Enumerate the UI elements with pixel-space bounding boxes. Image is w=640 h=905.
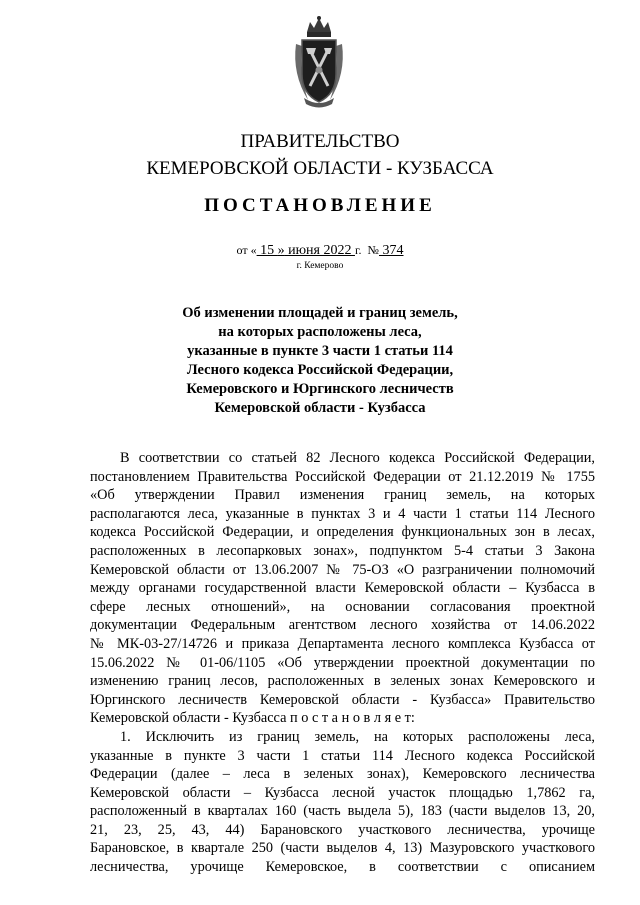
body-line: расположенный в кварталах 160 (часть выдела 5), 183 (части выделов 13, 20, — [90, 803, 595, 820]
document-title — [0, 304, 640, 418]
body-line: В соответствии со статьей 82 Лесного кодекса Российской Федерации, — [120, 450, 595, 466]
body-line: постановлением Правительства Российской Федерации от 21.12.2019 № 1755 — [90, 468, 595, 485]
body-line: располагаются леса, указанные в пунктах 3 и 4 части 1 статьи 114 Лесного — [90, 505, 595, 522]
body-line: расположенных в лесопарковых зонах», подпунктом 5-4 статьи 3 Закона — [90, 542, 595, 559]
document-type: ПОСТАНОВЛЕНИЕ — [204, 195, 436, 216]
body-line: между органами государственной власти Кемеровской области – Кузбасса в — [90, 580, 595, 597]
title-line: Об изменении площадей и границ земель, — [182, 305, 458, 321]
body-line: Кемеровской области – Кузбасса лесной участок площадью 1,7862 га, — [90, 784, 595, 801]
body-line: изменению границ лесов, расположенных в зеленых зонах Кемеровского и — [90, 673, 595, 690]
date-day: 15 — [256, 243, 278, 258]
title-line: Кемеровской области - Кузбасса — [214, 400, 426, 416]
date-prefix: от « — [236, 243, 257, 257]
number-prefix: № — [367, 243, 379, 257]
date-year-suffix: г. — [354, 243, 362, 257]
document-number: 374 — [379, 243, 404, 258]
body-line: документации Федеральным агентством лесного хозяйства от 14.06.2022 — [90, 617, 595, 634]
title-line: Кемеровского и Юргинского лесничеств — [186, 381, 454, 397]
document-dateline — [0, 243, 640, 259]
government-name-line2: КЕМЕРОВСКОЙ ОБЛАСТИ - КУЗБАССА — [146, 158, 494, 179]
government-name-line1: ПРАВИТЕЛЬСТВО — [240, 131, 400, 152]
body-line: Федерации (далее – леса в зеленых зонах), Кемеровского лесничества — [90, 766, 595, 783]
date-separator: » — [277, 243, 285, 258]
body-line: Юргинского лесничеств Кемеровской области - Кузбасса» Правительство — [90, 691, 595, 708]
date-month-year: июня 2022 — [284, 243, 355, 258]
body-line: сфере лесных отношений», на основании согласования проектной — [90, 598, 595, 615]
body-line: кодекса Российской Федерации, и определения функциональных зон в лесах, — [90, 524, 595, 541]
body-line: лесничества, урочище Кемеровское, в соответствии с описанием — [90, 859, 595, 876]
body-line: Кемеровской области от 13.06.2007 № 75-ОЗ «О разграничении полномочий — [90, 561, 595, 578]
body-line: 15.06.2022 № 01-06/1105 «Об утверждении проектной документации по — [90, 654, 595, 671]
body-line: № МК-03-27/14726 и приказа Департамента лесного комплекса Кузбасса от — [90, 635, 595, 652]
body-line: Барановское, в квартале 250 (части выделов 4, 13) Мазуровского участкового — [90, 840, 595, 857]
coat-of-arms-icon — [290, 14, 348, 110]
body-line: 1. Исключить из границ земель, на которых расположены леса, — [120, 728, 595, 745]
body-line: 21, 23, 25, 43, 44) Барановского участкового лесничества, урочище — [90, 821, 595, 838]
title-line: указанные в пункте 3 части 1 статьи 114 — [187, 343, 453, 359]
body-line: указанные в пункте 3 части 1 статьи 114 Лесного кодекса Российской — [90, 747, 595, 764]
document-city: г. Кемерово — [296, 261, 344, 271]
body-line: Кемеровской области - Кузбасса п о с т а н о в л я е т: — [90, 710, 415, 727]
body-line: «Об утверждении Правил изменения границ земель, на которых — [90, 487, 595, 504]
document-body — [90, 449, 595, 877]
title-line: на которых расположены леса, — [218, 324, 422, 340]
title-line: Лесного кодекса Российской Федерации, — [186, 362, 454, 378]
